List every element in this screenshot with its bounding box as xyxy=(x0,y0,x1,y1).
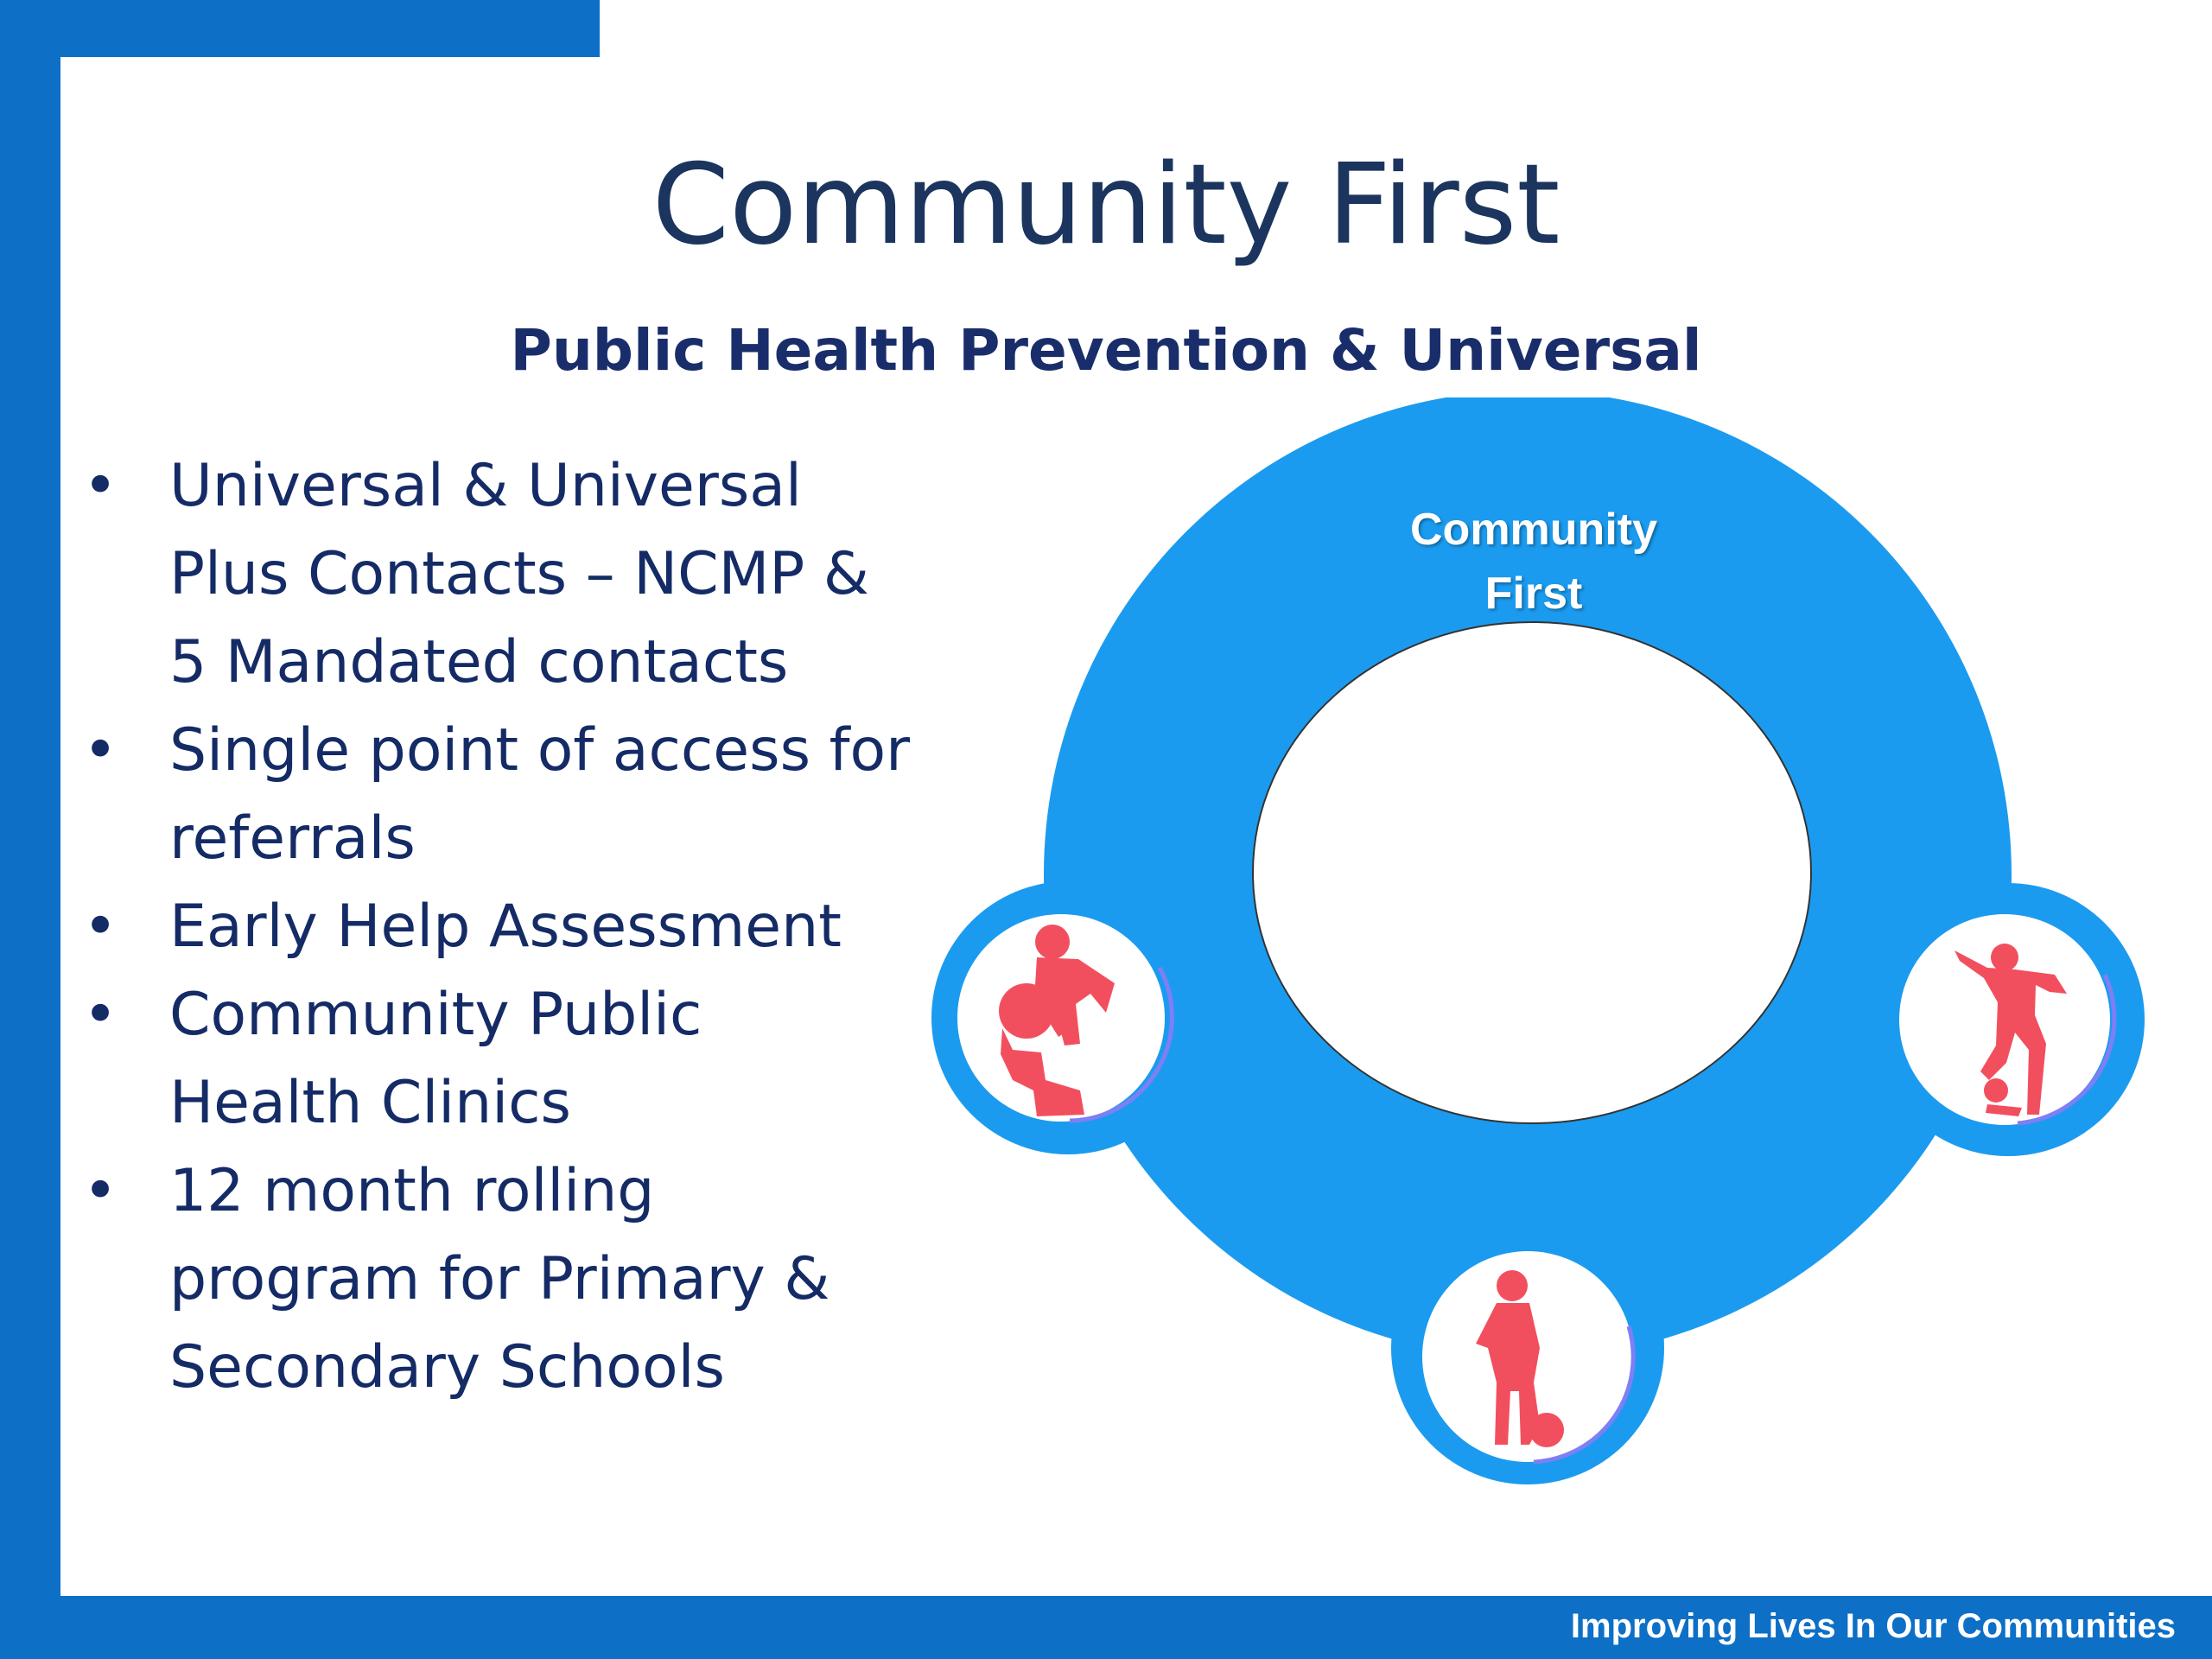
ring-label-line2: First xyxy=(1484,569,1583,619)
bullet-item xyxy=(83,971,947,1147)
bullet-marker: • xyxy=(83,452,118,520)
bullet-marker: • xyxy=(83,893,118,961)
bullet-marker: • xyxy=(83,981,118,1049)
bullet-item xyxy=(83,442,947,707)
ring-inner-hole xyxy=(1253,622,1811,1123)
bullet-line: referrals xyxy=(169,804,416,873)
bullet-line: Health Clinics xyxy=(169,1069,571,1137)
ring-label-line1: Community xyxy=(1410,505,1657,555)
bullet-item xyxy=(83,1147,947,1412)
bullet-line: Early Help Assessment xyxy=(169,893,842,961)
bullet-item xyxy=(83,883,947,971)
bullet-list xyxy=(83,442,947,1412)
bullet-line: program for Primary & xyxy=(169,1245,830,1313)
bullet-item xyxy=(83,707,947,883)
bullet-line: 5 Mandated contacts xyxy=(169,628,789,696)
top-accent-bar xyxy=(0,0,600,57)
bullet-line: Plus Contacts – NCMP & xyxy=(169,540,869,608)
slide-title: Community First xyxy=(652,141,1560,270)
bullet-line: Secondary Schools xyxy=(169,1333,725,1402)
ring-label xyxy=(1339,498,1728,626)
slide-subtitle: Public Health Prevention & Universal xyxy=(510,317,1702,384)
footer-tagline: Improving Lives In Our Communities xyxy=(1570,1607,2176,1645)
bullet-line: 12 month rolling xyxy=(169,1157,655,1225)
bullet-line: Community Public xyxy=(169,981,702,1049)
bullet-line: Single point of access for xyxy=(169,716,911,785)
bullet-marker: • xyxy=(83,1157,118,1225)
bullet-marker: • xyxy=(83,716,118,785)
bullet-line: Universal & Universal xyxy=(169,452,802,520)
